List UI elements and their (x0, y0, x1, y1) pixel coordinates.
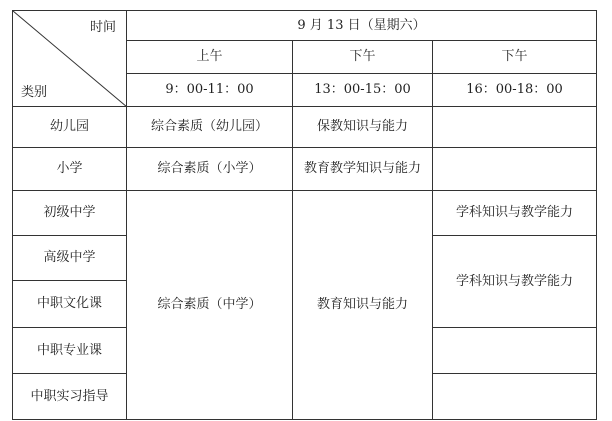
cell-secondary-education: 教育知识与能力 (293, 191, 433, 420)
session-1-period: 上午 (127, 41, 293, 74)
row-label-voc-culture: 中职文化课 (13, 281, 127, 328)
cell-primary-general: 综合素质（小学） (127, 148, 293, 191)
header-category-label: 类别 (21, 85, 48, 100)
cell-voc-intern-empty (433, 374, 597, 420)
row-label-senior: 高级中学 (13, 236, 127, 281)
cell-kindergarten-care: 保教知识与能力 (293, 107, 433, 148)
cell-primary-empty (433, 148, 597, 191)
row-label-primary: 小学 (13, 148, 127, 191)
session-2-period: 下午 (293, 41, 433, 74)
cell-junior-subject: 学科知识与教学能力 (433, 191, 597, 236)
row-label-junior: 初级中学 (13, 191, 127, 236)
session-3-period: 下午 (433, 41, 597, 74)
cell-senior-subject: 学科知识与教学能力 (433, 236, 597, 328)
cell-voc-major-empty (433, 328, 597, 374)
session-2-time: 13：00-15：00 (293, 74, 433, 107)
date-header: 9 月 13 日（星期六） (127, 11, 597, 41)
cell-secondary-general: 综合素质（中学） (127, 191, 293, 420)
cell-kindergarten-empty (433, 107, 597, 148)
row-label-voc-major: 中职专业课 (13, 328, 127, 374)
row-label-kindergarten: 幼儿园 (13, 107, 127, 148)
cell-primary-teaching: 教育教学知识与能力 (293, 148, 433, 191)
row-label-voc-intern: 中职实习指导 (13, 374, 127, 420)
corner-header-cell (13, 11, 127, 107)
exam-schedule-table (12, 10, 597, 420)
session-3-time: 16：00-18：00 (433, 74, 597, 107)
header-time-label: 时间 (89, 20, 116, 35)
session-1-time: 9：00-11：00 (127, 74, 293, 107)
cell-kindergarten-general: 综合素质（幼儿园） (127, 107, 293, 148)
